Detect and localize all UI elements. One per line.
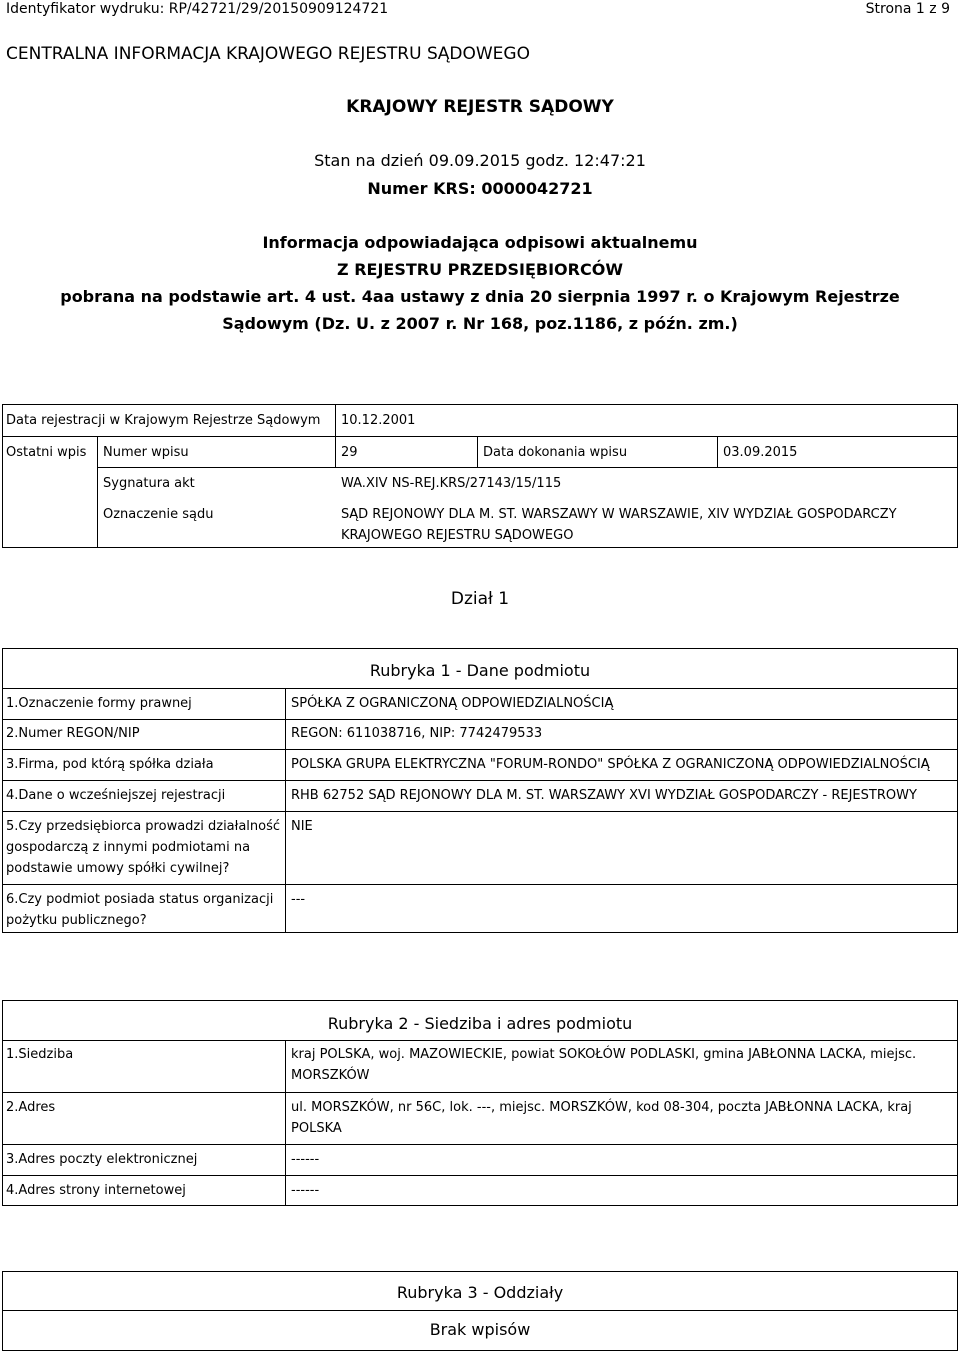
rubric1-value-1: SPÓŁKA Z OGRANICZONĄ ODPOWIEDZIALNOŚCIĄ (291, 696, 614, 711)
rubric1-value-4: RHB 62752 SĄD REJONOWY DLA M. ST. WARSZAWY XVI WYDZIAŁ GOSPODARCZY - REJESTROWY (291, 788, 917, 803)
rubric2-value-3: ------ (291, 1152, 320, 1167)
section-title: Dział 1 (450, 589, 510, 609)
rubric3-title: Rubryka 3 - Oddziały (396, 1283, 564, 1302)
rubric1-label-6-line1: 6.Czy podmiot posiada status organizacji (6, 892, 274, 907)
rubric1-title: Rubryka 1 - Dane podmiotu (369, 661, 591, 680)
rubric2-label-1: 1.Siedziba (6, 1047, 74, 1062)
rubric1-value-5: NIE (291, 819, 313, 834)
rubric1-label-5-line3: podstawie umowy spółki cywilnej? (6, 861, 230, 876)
last-entry-label: Ostatni wpis (6, 445, 87, 460)
rubric1-label-4: 4.Dane o wcześniejszej rejestracji (6, 788, 226, 803)
registration-date-value: 10.12.2001 (341, 413, 416, 428)
completion-date-value: 03.09.2015 (723, 445, 798, 460)
entry-number-value: 29 (341, 445, 358, 460)
rubric2-label-2: 2.Adres (6, 1100, 56, 1115)
registry-title: KRAJOWY REJESTR SĄDOWY (346, 97, 614, 117)
institution-name: CENTRALNA INFORMACJA KRAJOWEGO REJESTRU SĄDOWEGO (6, 44, 530, 64)
rubric2-value-1-line1: kraj POLSKA, woj. MAZOWIECKIE, powiat SOKOŁÓW PODLASKI, gmina JABŁONNA LACKA, miejsc. (291, 1047, 917, 1062)
rubric1-label-5-line1: 5.Czy przedsiębiorca prowadzi działalność (6, 819, 281, 834)
registration-date-label: Data rejestracji w Krajowym Rejestrze Sądowym (6, 413, 321, 428)
krs-number: Numer KRS: 0000042721 (367, 179, 593, 198)
info-line-1: Informacja odpowiadająca odpisowi aktualnemu (262, 233, 698, 252)
rubric1-label-1: 1.Oznaczenie formy prawnej (6, 696, 192, 711)
rubric2-label-4: 4.Adres strony internetowej (6, 1183, 186, 1198)
court-value-line1: SĄD REJONOWY DLA M. ST. WARSZAWY W WARSZAWIE, XIV WYDZIAŁ GOSPODARCZY (341, 507, 897, 522)
rubric1-label-6-line2: pożytku publicznego? (6, 913, 147, 928)
print-identifier: Identyfikator wydruku: RP/42721/29/20150909124721 (6, 1, 389, 17)
status-date: Stan na dzień 09.09.2015 godz. 12:47:21 (314, 151, 646, 170)
rubric2-value-2-line2: POLSKA (291, 1121, 342, 1136)
rubric1-label-3: 3.Firma, pod którą spółka działa (6, 757, 214, 772)
rubric2-value-2-line1: ul. MORSZKÓW, nr 56C, lok. ---, miejsc. MORSZKÓW, kod 08-304, poczta JABŁONNA LACKA, kraj (291, 1100, 912, 1115)
info-line-2: Z REJESTRU PRZEDSIĘBIORCÓW (337, 260, 623, 279)
entry-number-label: Numer wpisu (103, 445, 189, 460)
completion-date-label: Data dokonania wpisu (483, 445, 628, 460)
rubric2-value-1-line2: MORSZKÓW (291, 1068, 370, 1083)
court-value-line2: KRAJOWEGO REJESTRU SĄDOWEGO (341, 528, 574, 543)
info-line-3: pobrana na podstawie art. 4 ust. 4aa ustawy z dnia 20 sierpnia 1997 r. o Krajowym Rejestrze (60, 287, 900, 306)
signature-value: WA.XIV NS-REJ.KRS/27143/15/115 (341, 476, 562, 491)
info-line-4: Sądowym (Dz. U. z 2007 r. Nr 168, poz.1186, z późn. zm.) (222, 314, 738, 333)
rubric1-value-3: POLSKA GRUPA ELEKTRYCZNA "FORUM-RONDO" SPÓŁKA Z OGRANICZONĄ ODPOWIEDZIALNOŚCIĄ (291, 757, 930, 772)
rubric1-value-2: REGON: 611038716, NIP: 7742479533 (291, 726, 543, 741)
court-label: Oznaczenie sądu (103, 507, 214, 522)
rubric2-value-4: ------ (291, 1183, 320, 1198)
rubric2-title: Rubryka 2 - Siedziba i adres podmiotu (327, 1014, 633, 1033)
signature-label: Sygnatura akt (103, 476, 195, 491)
rubric1-label-2: 2.Numer REGON/NIP (6, 726, 140, 741)
rubric1-label-5-line2: gospodarczą z innymi podmiotami na (6, 840, 251, 855)
rubric3-empty-text: Brak wpisów (429, 1320, 531, 1339)
page-number: Strona 1 z 9 (865, 1, 950, 17)
rubric2-label-3: 3.Adres poczty elektronicznej (6, 1152, 198, 1167)
rubric1-value-6: --- (291, 892, 306, 907)
